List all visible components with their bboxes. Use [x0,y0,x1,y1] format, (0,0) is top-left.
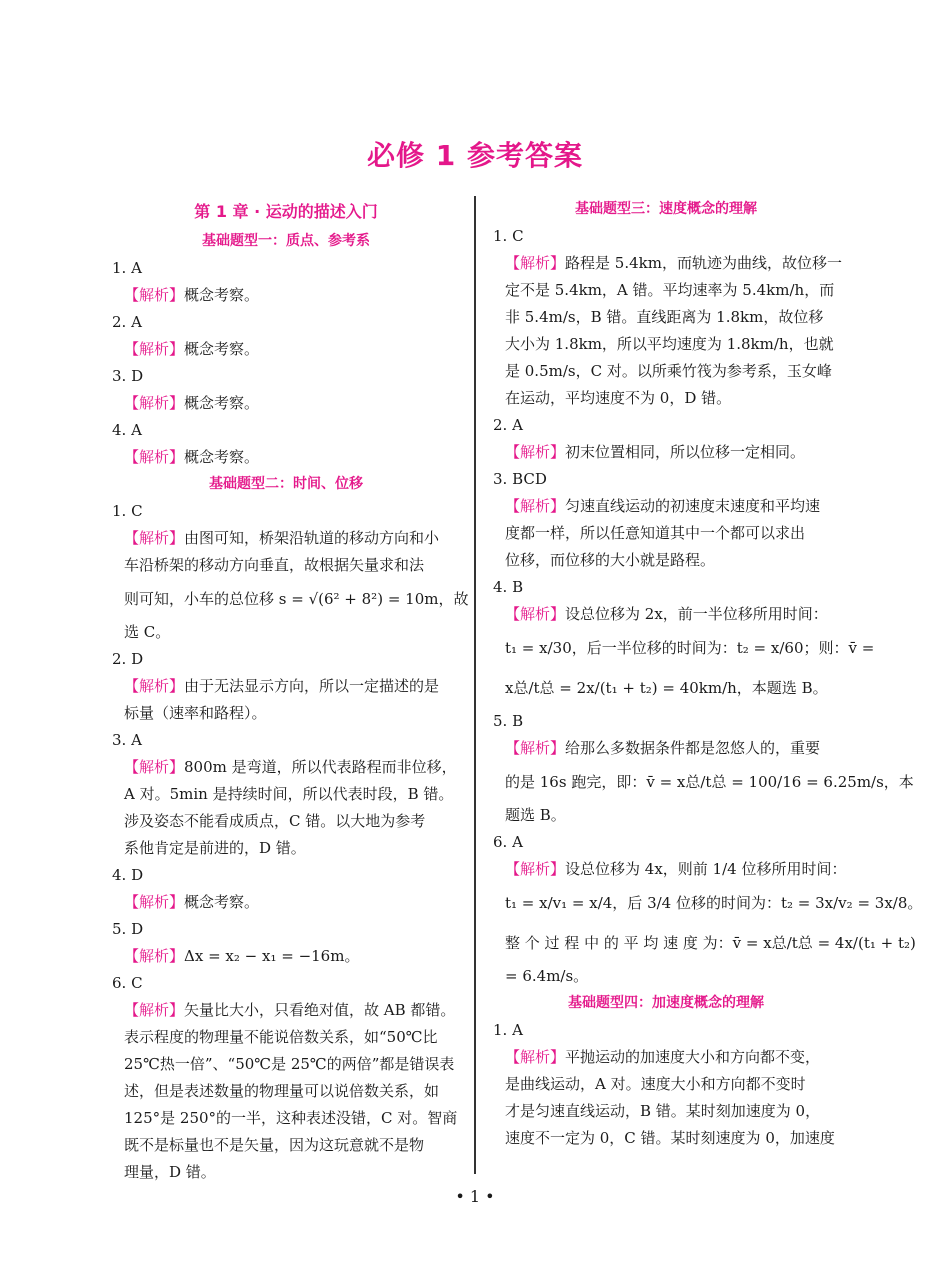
analysis-line [110,390,462,417]
question-number: 6. C [112,974,143,992]
question-number: 4. A [112,421,142,439]
analysis-text: 表示程度的物理量不能说倍数关系，如“50℃比 [124,1028,438,1046]
analysis-text: 在运动，平均速度不为 0，D 错。 [505,389,732,407]
analysis-text: 由于无法显示方向，所以一定描述的是 [184,677,440,695]
analysis-text: 概念考察。 [184,448,260,466]
question-number: 2. A [112,313,142,331]
analysis-text: 度都一样，所以任意知道其中一个都可以求出 [505,524,806,542]
analysis-text: 位移，而位移的大小就是路程。 [505,551,716,569]
left-column [110,196,469,1186]
analysis-text: x总/t总 = 2x/(t₁ + t₂) = 40km/h，本题选 B。 [505,679,828,697]
question-number: 3. D [112,367,144,385]
analysis-tag: 【解析】 [124,448,185,466]
analysis-line [110,336,462,363]
question-number: 1. C [493,227,524,245]
analysis-line [110,997,462,1024]
analysis-tag: 【解析】 [124,1001,185,1019]
question-number: 2. D [112,650,144,668]
analysis-tag: 【解析】 [505,605,566,623]
analysis-text: t₁ = x/v₁ = x/4，后 3/4 位移的时间为：t₂ = 3x/v₂ = 3x/8。 [505,894,923,912]
analysis-text: 矢量比大小，只看绝对值，故 AB 都错。 [184,1001,456,1019]
right-column [491,196,923,1152]
section-heading: 基础题型一：质点、参考系 [202,233,370,249]
section-heading: 基础题型四：加速度概念的理解 [568,995,764,1011]
question-number: 6. A [493,833,523,851]
column-divider [474,196,476,1174]
analysis-text: 设总位移为 4x，则前 1/4 位移所用时间： [565,860,847,878]
analysis-text: 125°是 250°的一半，这种表述没错，C 对。智商 [124,1109,458,1127]
analysis-line [110,673,462,700]
analysis-line [110,889,462,916]
analysis-text: 整 个 过 程 中 的 平 均 速 度 为：v̄ = x总/t总 = 4x/(t₁ + t₂) [505,934,916,952]
analysis-text: 设总位移为 2x，前一半位移所用时间： [565,605,828,623]
analysis-line [491,735,841,762]
question-number: 4. D [112,866,144,884]
analysis-tag: 【解析】 [124,340,185,358]
page-title: 必修 1 参考答案 [367,139,583,172]
analysis-tag: 【解析】 [124,947,185,965]
analysis-line [491,856,847,883]
section-heading: 基础题型三：速度概念的理解 [575,201,757,217]
question-number: 5. B [493,712,524,730]
analysis-text: 车沿桥架的移动方向垂直，故根据矢量求和法 [124,556,425,574]
analysis-tag: 【解析】 [505,443,566,461]
analysis-text: 则可知，小车的总位移 s = √(6² + 8²) = 10m，故 [124,590,469,608]
analysis-text: 匀速直线运动的初速度末速度和平均速 [565,497,821,515]
analysis-line [110,943,462,970]
analysis-text: 800m 是弯道，所以代表路程而非位移， [184,758,457,776]
analysis-tag: 【解析】 [124,394,185,412]
analysis-line [491,439,841,466]
analysis-tag: 【解析】 [505,254,566,272]
analysis-text: 系他肯定是前进的，D 错。 [124,839,306,857]
analysis-line [110,525,462,552]
question-number: 5. D [112,920,144,938]
analysis-line [110,444,462,471]
analysis-text: 速度不一定为 0，C 错。某时刻速度为 0，加速度 [505,1129,835,1147]
analysis-text: 大小为 1.8km，所以平均速度为 1.8km/h，也就 [505,335,834,353]
analysis-text: 是曲线运动，A 对。速度大小和方向都不变时 [505,1075,806,1093]
question-number: 1. A [493,1021,523,1039]
analysis-tag: 【解析】 [505,739,566,757]
analysis-tag: 【解析】 [505,860,566,878]
question-number: 4. B [493,578,524,596]
chapter-heading: 第 1 章 · 运动的描述入门 [194,202,378,221]
analysis-tag: 【解析】 [124,529,185,547]
analysis-text: 是 0.5m/s，C 对。以所乘竹筏为参考系，玉女峰 [505,362,832,380]
analysis-tag: 【解析】 [505,497,566,515]
question-number: 3. BCD [493,470,547,488]
question-number: 2. A [493,416,523,434]
analysis-text: 概念考察。 [184,340,260,358]
analysis-tag: 【解析】 [124,677,185,695]
analysis-text: 概念考察。 [184,394,260,412]
analysis-text: t₁ = x/30，后一半位移的时间为：t₂ = x/60；则：v̄ = [505,639,875,657]
analysis-text: 概念考察。 [184,286,260,304]
analysis-text: 题选 B。 [505,806,566,824]
page-number: • 1 • [455,1187,495,1206]
analysis-line [110,754,462,781]
analysis-line [491,1044,841,1071]
analysis-text: 选 C。 [124,623,171,641]
analysis-text: 非 5.4m/s，B 错。直线距离为 1.8km，故位移 [505,308,824,326]
analysis-text: 述，但是表述数量的物理量可以说倍数关系，如 [124,1082,440,1100]
analysis-text: 标量（速率和路程）。 [124,704,267,722]
question-number: 3. A [112,731,142,749]
analysis-line [491,601,841,628]
analysis-text: 定不是 5.4km，A 错。平均速率为 5.4km/h，而 [505,281,835,299]
analysis-text: 给那么多数据条件都是忽悠人的，重要 [565,739,821,757]
question-number: 1. A [112,259,142,277]
analysis-text: 由图可知，桥架沿轨道的移动方向和小 [184,529,440,547]
analysis-tag: 【解析】 [124,286,185,304]
question-number: 1. C [112,502,143,520]
analysis-tag: 【解析】 [124,893,185,911]
analysis-text: 的是 16s 跑完，即：v̄ = x总/t总 = 100/16 = 6.25m/s，本 [505,773,914,791]
analysis-tag: 【解析】 [124,758,185,776]
analysis-line [491,250,841,277]
section-heading: 基础题型二：时间、位移 [209,476,363,492]
analysis-text: 才是匀速直线运动，B 错。某时刻加速度为 0， [505,1102,821,1120]
analysis-text: 初末位置相同，所以位移一定相同。 [565,443,806,461]
analysis-text: 概念考察。 [184,893,260,911]
analysis-text: Δx = x₂ − x₁ = −16m。 [184,947,360,965]
analysis-text: = 6.4m/s。 [505,967,589,985]
analysis-text: A 对。5min 是持续时间，所以代表时段，B 错。 [124,785,454,803]
analysis-text: 平抛运动的加速度大小和方向都不变， [565,1048,821,1066]
analysis-line [491,493,841,520]
analysis-line [110,282,462,309]
analysis-text: 路程是 5.4km，而轨迹为曲线，故位移一 [565,254,842,272]
analysis-text: 涉及姿态不能看成质点，C 错。以大地为参考 [124,812,426,830]
analysis-text: 25℃热一倍”、“50℃是 25℃的两倍”都是错误表 [124,1055,455,1073]
analysis-text: 理量，D 错。 [124,1163,216,1181]
analysis-tag: 【解析】 [505,1048,566,1066]
analysis-text: 既不是标量也不是矢量，因为这玩意就不是物 [124,1136,425,1154]
